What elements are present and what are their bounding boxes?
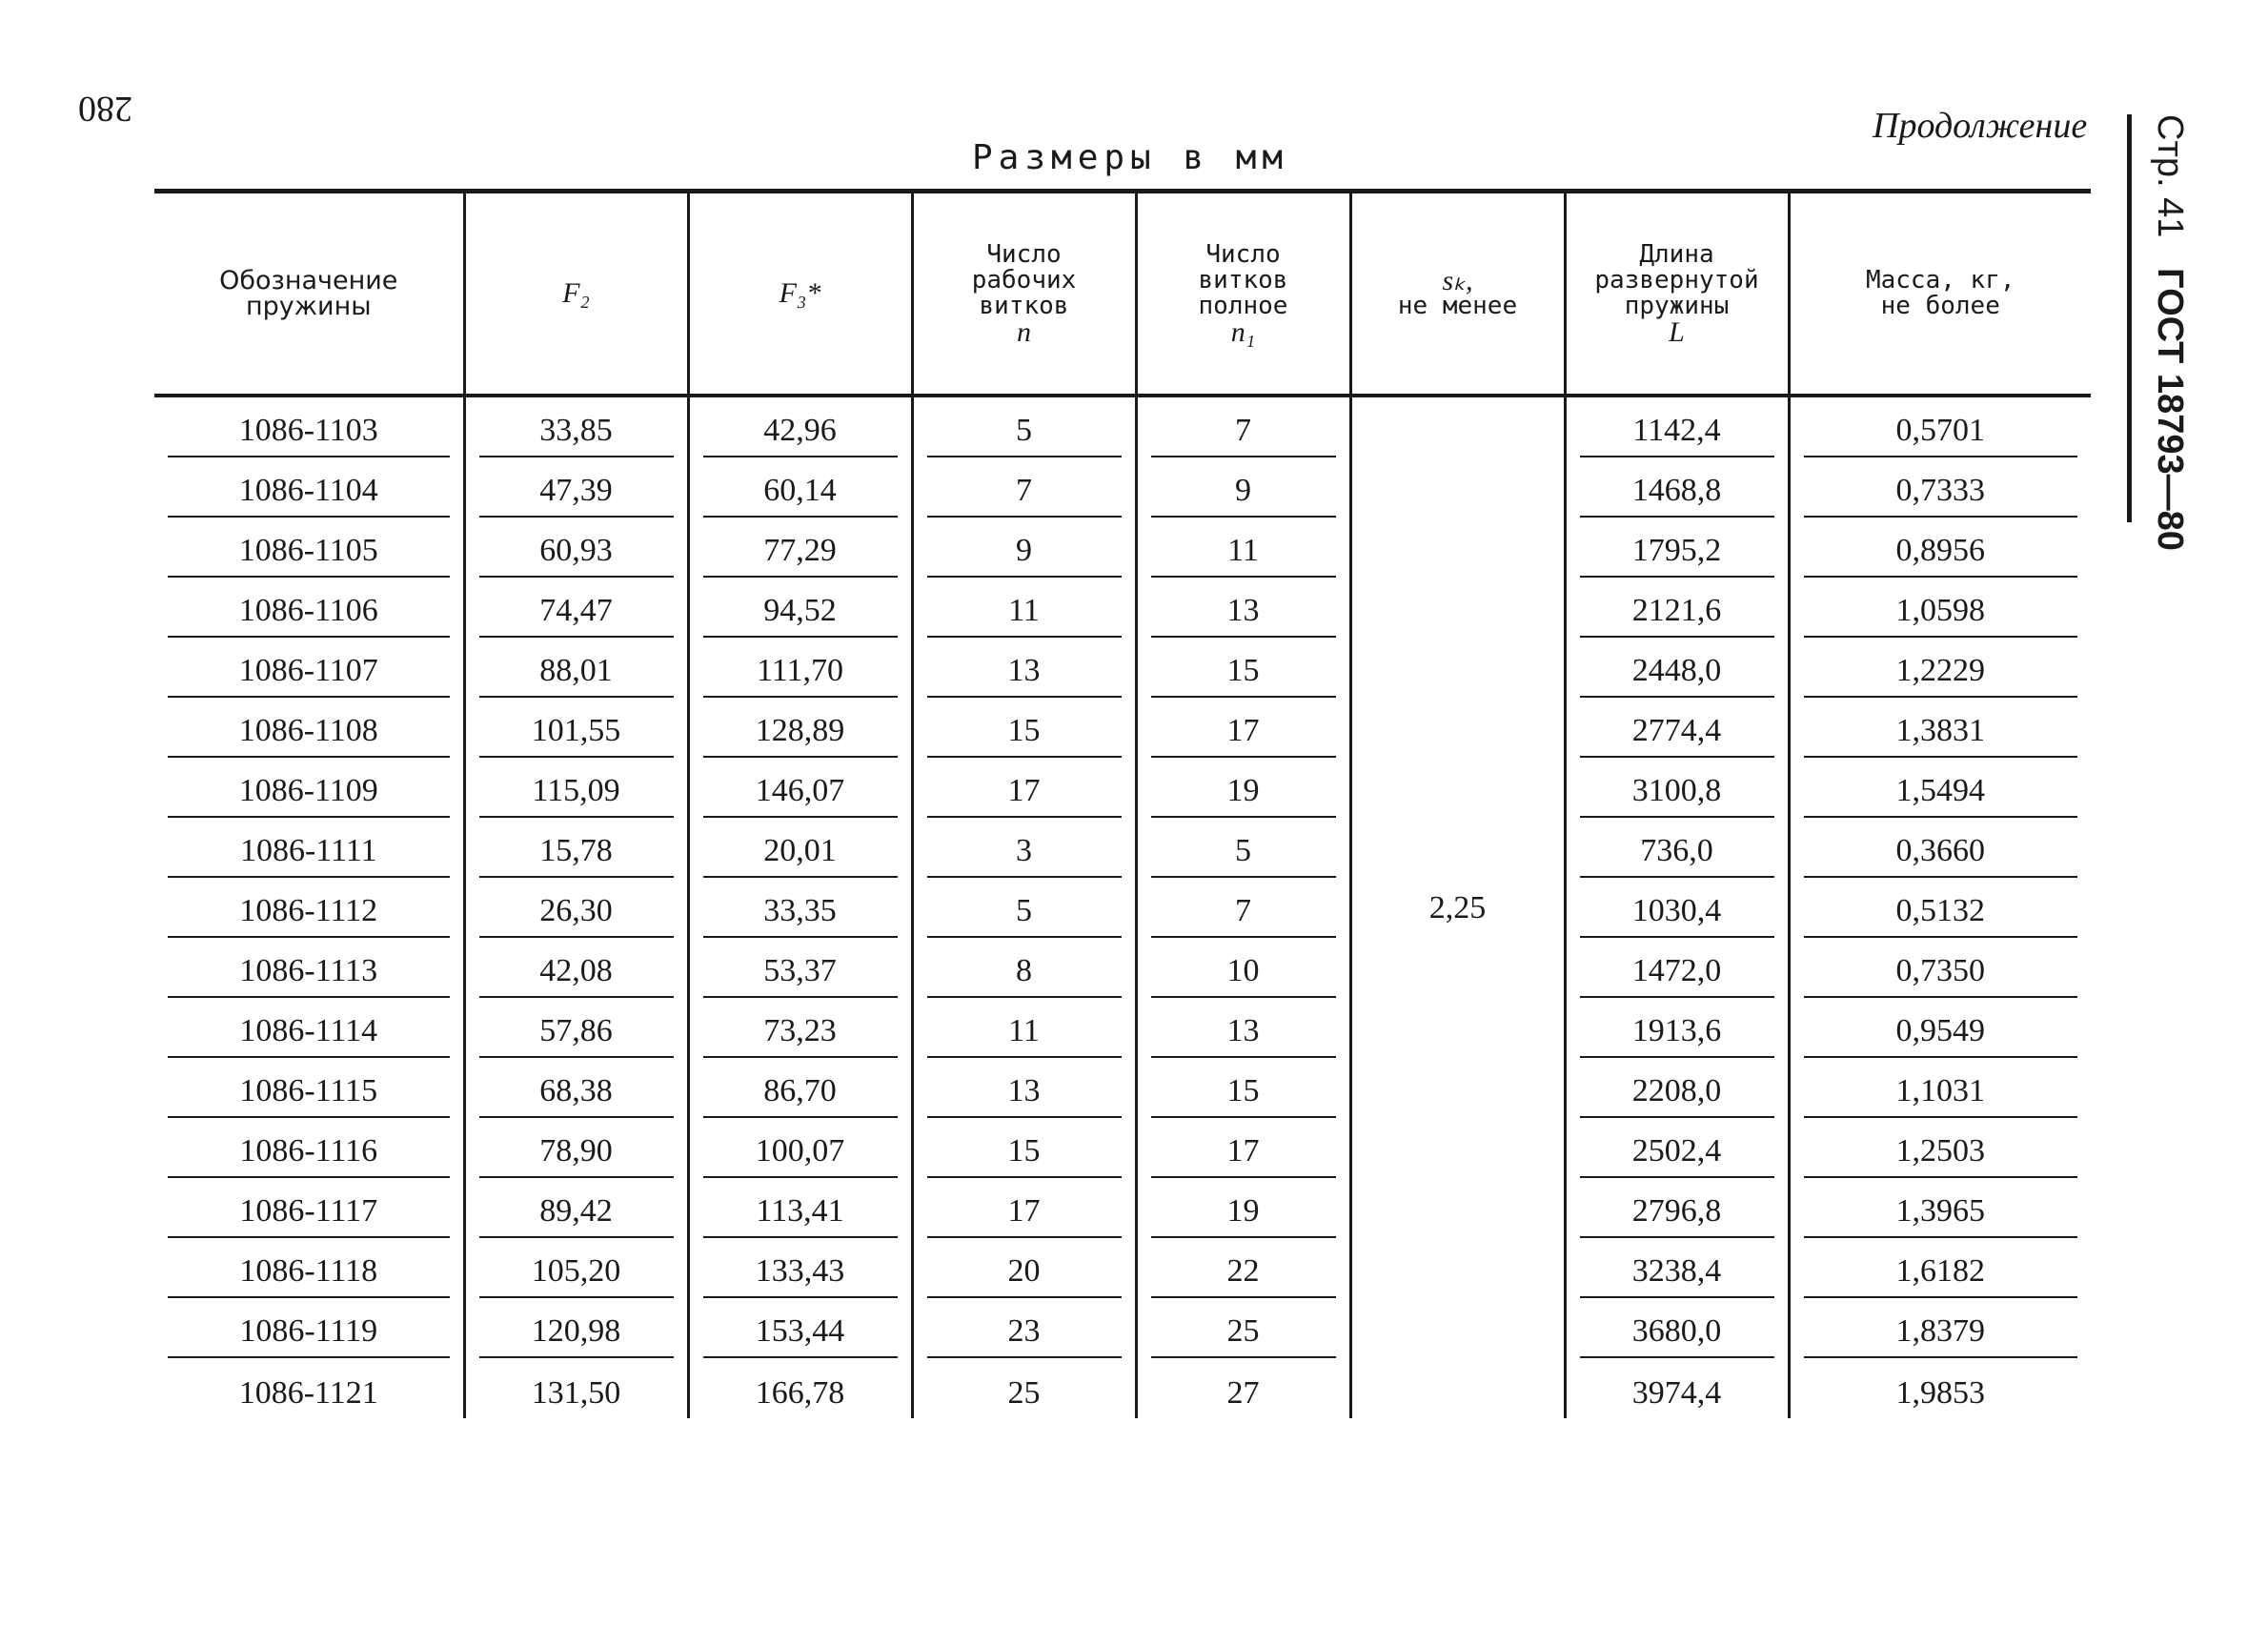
- header-length: Длина развернутой пружины L: [1565, 193, 1789, 396]
- cell-mass-container: [1789, 698, 2091, 758]
- cell-mass: 1,6182: [1804, 1252, 2078, 1298]
- cell-working-turns-container: [912, 518, 1136, 578]
- cell-length: 736,0: [1580, 832, 1774, 878]
- cell-working-turns: 25: [1007, 1375, 1041, 1411]
- cell-designation-container: [154, 1118, 464, 1178]
- cell-working-turns-container: [912, 1298, 1136, 1358]
- cell-working-turns: 13: [927, 652, 1122, 698]
- cell-total-turns-container: [1136, 396, 1350, 457]
- cell-length: 1142,4: [1580, 412, 1774, 457]
- cell-length-container: [1565, 1238, 1789, 1298]
- units-caption: Размеры в мм: [972, 138, 1289, 177]
- cell-working-turns: 9: [927, 532, 1122, 578]
- cell-f3-container: [688, 758, 912, 818]
- cell-length: 3680,0: [1580, 1312, 1774, 1358]
- cell-mass: 1,3831: [1804, 712, 2078, 758]
- side-header-rule: [2127, 114, 2132, 522]
- cell-f3: 60,14: [703, 472, 898, 518]
- cell-f2: 60,93: [479, 532, 674, 578]
- cell-mass-container: [1789, 1298, 2091, 1358]
- cell-f2-container: [464, 638, 688, 698]
- cell-designation: 1086-1117: [168, 1192, 450, 1238]
- cell-mass-container: [1789, 396, 2091, 457]
- header-designation: Обозначение пружины: [154, 193, 464, 396]
- cell-f2-container: [464, 1178, 688, 1238]
- header-row: [154, 193, 2091, 396]
- cell-f2: 120,98: [479, 1312, 674, 1358]
- cell-f3: 94,52: [703, 592, 898, 638]
- cell-f2: 101,55: [479, 712, 674, 758]
- cell-designation-container: [154, 1358, 464, 1418]
- cell-f2-container: [464, 818, 688, 878]
- cell-f2: 88,01: [479, 652, 674, 698]
- cell-designation-container: [154, 1298, 464, 1358]
- cell-working-turns-container: [912, 878, 1136, 938]
- cell-total-turns-container: [1136, 698, 1350, 758]
- cell-designation: 1086-1115: [168, 1072, 450, 1118]
- cell-f3-container: [688, 1178, 912, 1238]
- table-row: [154, 758, 2091, 818]
- cell-designation: 1086-1118: [168, 1252, 450, 1298]
- cell-length-container: [1565, 638, 1789, 698]
- cell-mass-container: [1789, 998, 2091, 1058]
- cell-length-container: [1565, 818, 1789, 878]
- cell-f3-container: [688, 578, 912, 638]
- cell-length-container: [1565, 1358, 1789, 1418]
- cell-working-turns: 17: [927, 1192, 1122, 1238]
- cell-total-turns: 13: [1151, 592, 1336, 638]
- cell-length: 2208,0: [1580, 1072, 1774, 1118]
- header-total-turns: Число витков полное n₁: [1136, 193, 1350, 396]
- cell-length-container: [1565, 878, 1789, 938]
- cell-mass: 1,2503: [1804, 1132, 2078, 1178]
- cell-total-turns-container: [1136, 578, 1350, 638]
- cell-length-container: [1565, 1298, 1789, 1358]
- table-row: [154, 518, 2091, 578]
- cell-length: 1913,6: [1580, 1012, 1774, 1058]
- cell-working-turns-container: [912, 698, 1136, 758]
- cell-length-container: [1565, 1178, 1789, 1238]
- cell-total-turns-container: [1136, 1118, 1350, 1178]
- cell-designation-container: [154, 698, 464, 758]
- cell-length-container: [1565, 758, 1789, 818]
- cell-designation: 1086-1103: [168, 412, 450, 457]
- page-ref: Стр. 41: [2150, 114, 2190, 238]
- cell-working-turns: 7: [927, 472, 1122, 518]
- cell-designation: 1086-1106: [168, 592, 450, 638]
- cell-f3-container: [688, 818, 912, 878]
- cell-designation: 1086-1104: [168, 472, 450, 518]
- cell-f2-container: [464, 457, 688, 518]
- cell-designation: 1086-1112: [168, 892, 450, 938]
- cell-designation: 1086-1109: [168, 772, 450, 818]
- cell-total-turns: 9: [1151, 472, 1336, 518]
- cell-f3-container: [688, 638, 912, 698]
- table-row: [154, 457, 2091, 518]
- table-row: [154, 1298, 2091, 1358]
- header-working-turns: Число рабочих витков n: [912, 193, 1136, 396]
- cell-working-turns-container: [912, 818, 1136, 878]
- cell-working-turns-container: [912, 396, 1136, 457]
- cell-working-turns-container: [912, 1118, 1136, 1178]
- table-row: [154, 1058, 2091, 1118]
- cell-f3-container: [688, 938, 912, 998]
- cell-working-turns: 17: [927, 772, 1122, 818]
- cell-total-turns-container: [1136, 878, 1350, 938]
- cell-f3: 77,29: [703, 532, 898, 578]
- cell-total-turns: 15: [1151, 1072, 1336, 1118]
- cell-working-turns-container: [912, 1178, 1136, 1238]
- cell-f3-container: [688, 396, 912, 457]
- cell-designation-container: [154, 396, 464, 457]
- cell-f3-container: [688, 1118, 912, 1178]
- cell-mass: 1,8379: [1804, 1312, 2078, 1358]
- cell-mass: 0,5132: [1804, 892, 2078, 938]
- table-row: [154, 698, 2091, 758]
- cell-total-turns-container: [1136, 1058, 1350, 1118]
- cell-length-container: [1565, 518, 1789, 578]
- cell-working-turns: 20: [927, 1252, 1122, 1298]
- cell-mass: 1,0598: [1804, 592, 2078, 638]
- cell-total-turns: 7: [1151, 892, 1336, 938]
- cell-total-turns: 15: [1151, 652, 1336, 698]
- standard-ref: ГОСТ 18793—80: [2150, 268, 2190, 551]
- cell-f3: 100,07: [703, 1132, 898, 1178]
- cell-total-turns: 7: [1151, 412, 1336, 457]
- cell-length: 1468,8: [1580, 472, 1774, 518]
- table-row: [154, 938, 2091, 998]
- cell-length-container: [1565, 938, 1789, 998]
- cell-working-turns-container: [912, 1238, 1136, 1298]
- side-header-text: [2149, 114, 2190, 551]
- cell-working-turns-container: [912, 1058, 1136, 1118]
- cell-designation: 1086-1121: [238, 1375, 378, 1411]
- cell-total-turns-container: [1136, 818, 1350, 878]
- cell-mass: 1,2229: [1804, 652, 2078, 698]
- table-row: [154, 578, 2091, 638]
- cell-working-turns: 23: [927, 1312, 1122, 1358]
- cell-mass-container: [1789, 1058, 2091, 1118]
- cell-length-container: [1565, 698, 1789, 758]
- cell-total-turns: 10: [1151, 952, 1336, 998]
- cell-mass: 1,3965: [1804, 1192, 2078, 1238]
- cell-mass-container: [1789, 1358, 2091, 1418]
- header-f3: F₃*: [688, 193, 912, 396]
- cell-designation: 1086-1107: [168, 652, 450, 698]
- cell-f2: 33,85: [479, 412, 674, 457]
- cell-sk-merged: 2,25: [1350, 396, 1565, 1418]
- cell-mass-container: [1789, 1118, 2091, 1178]
- cell-f3: 111,70: [703, 652, 898, 698]
- page-number: 280: [78, 89, 132, 129]
- cell-length: 1795,2: [1580, 532, 1774, 578]
- cell-designation-container: [154, 518, 464, 578]
- cell-mass: 0,9549: [1804, 1012, 2078, 1058]
- cell-total-turns-container: [1136, 1298, 1350, 1358]
- cell-designation-container: [154, 457, 464, 518]
- cell-length: 2448,0: [1580, 652, 1774, 698]
- cell-length-container: [1565, 1118, 1789, 1178]
- cell-designation-container: [154, 998, 464, 1058]
- cell-working-turns: 11: [927, 592, 1122, 638]
- cell-f2-container: [464, 396, 688, 457]
- cell-f3-container: [688, 1358, 912, 1418]
- cell-total-turns: 17: [1151, 712, 1336, 758]
- cell-f2: 57,86: [479, 1012, 674, 1058]
- table-row: [154, 1238, 2091, 1298]
- cell-length: 3238,4: [1580, 1252, 1774, 1298]
- table-body: [154, 396, 2091, 1418]
- header-f2: F₂: [464, 193, 688, 396]
- cell-designation: 1086-1119: [168, 1312, 450, 1358]
- cell-f2: 74,47: [479, 592, 674, 638]
- cell-length-container: [1565, 457, 1789, 518]
- cell-f3-container: [688, 998, 912, 1058]
- cell-total-turns-container: [1136, 638, 1350, 698]
- cell-working-turns: 15: [927, 1132, 1122, 1178]
- cell-total-turns: 27: [1226, 1375, 1260, 1411]
- cell-length-container: [1565, 578, 1789, 638]
- cell-f2: 131,50: [531, 1375, 621, 1411]
- cell-length: 3974,4: [1631, 1375, 1722, 1411]
- cell-mass-container: [1789, 818, 2091, 878]
- cell-total-turns-container: [1136, 998, 1350, 1058]
- cell-designation-container: [154, 1058, 464, 1118]
- cell-f2: 42,08: [479, 952, 674, 998]
- cell-f2-container: [464, 1118, 688, 1178]
- cell-mass-container: [1789, 758, 2091, 818]
- cell-designation-container: [154, 818, 464, 878]
- cell-f2-container: [464, 758, 688, 818]
- cell-f2: 105,20: [479, 1252, 674, 1298]
- cell-designation-container: [154, 1238, 464, 1298]
- cell-working-turns-container: [912, 758, 1136, 818]
- cell-working-turns: 15: [927, 712, 1122, 758]
- cell-length: 2796,8: [1580, 1192, 1774, 1238]
- cell-f2: 26,30: [479, 892, 674, 938]
- cell-f3: 146,07: [703, 772, 898, 818]
- cell-total-turns-container: [1136, 938, 1350, 998]
- cell-designation-container: [154, 878, 464, 938]
- cell-f3-container: [688, 698, 912, 758]
- cell-designation-container: [154, 638, 464, 698]
- cell-f3: 33,35: [703, 892, 898, 938]
- cell-total-turns: 13: [1151, 1012, 1336, 1058]
- cell-total-turns: 22: [1151, 1252, 1336, 1298]
- side-header: [2127, 114, 2194, 551]
- cell-f2-container: [464, 518, 688, 578]
- cell-total-turns-container: [1136, 518, 1350, 578]
- cell-f2: 78,90: [479, 1132, 674, 1178]
- cell-total-turns: 5: [1151, 832, 1336, 878]
- cell-designation-container: [154, 758, 464, 818]
- cell-total-turns-container: [1136, 1358, 1350, 1418]
- cell-mass-container: [1789, 1178, 2091, 1238]
- cell-mass: 1,5494: [1804, 772, 2078, 818]
- cell-f3: 133,43: [703, 1252, 898, 1298]
- cell-f3-container: [688, 878, 912, 938]
- cell-total-turns-container: [1136, 1238, 1350, 1298]
- cell-length: 2121,6: [1580, 592, 1774, 638]
- cell-designation: 1086-1113: [168, 952, 450, 998]
- table-row: [154, 998, 2091, 1058]
- cell-f2-container: [464, 938, 688, 998]
- cell-mass-container: [1789, 1238, 2091, 1298]
- cell-f2: 68,38: [479, 1072, 674, 1118]
- cell-designation: 1086-1111: [168, 832, 450, 878]
- table-row: [154, 818, 2091, 878]
- cell-length: 1472,0: [1580, 952, 1774, 998]
- cell-mass: 0,3660: [1804, 832, 2078, 878]
- cell-working-turns: 5: [927, 412, 1122, 457]
- table-row: [154, 1118, 2091, 1178]
- cell-designation-container: [154, 938, 464, 998]
- cell-f2-container: [464, 998, 688, 1058]
- cell-working-turns-container: [912, 578, 1136, 638]
- cell-mass: 0,8956: [1804, 532, 2078, 578]
- cell-f2-container: [464, 878, 688, 938]
- cell-designation: 1086-1114: [168, 1012, 450, 1058]
- cell-mass: 1,9853: [1895, 1375, 1985, 1411]
- table-row: [154, 1178, 2091, 1238]
- cell-mass: 0,5701: [1804, 412, 2078, 457]
- cell-total-turns-container: [1136, 1178, 1350, 1238]
- header-mass: Масса, кг, не более: [1789, 193, 2091, 396]
- cell-working-turns: 8: [927, 952, 1122, 998]
- cell-f2: 89,42: [479, 1192, 674, 1238]
- cell-f3-container: [688, 1238, 912, 1298]
- cell-mass-container: [1789, 457, 2091, 518]
- table-row: [154, 1358, 2091, 1418]
- cell-f3: 166,78: [755, 1375, 845, 1411]
- cell-mass-container: [1789, 518, 2091, 578]
- cell-working-turns-container: [912, 998, 1136, 1058]
- cell-length-container: [1565, 396, 1789, 457]
- cell-f3: 42,96: [703, 412, 898, 457]
- cell-f3: 20,01: [703, 832, 898, 878]
- cell-mass-container: [1789, 878, 2091, 938]
- cell-f3-container: [688, 1058, 912, 1118]
- cell-f3-container: [688, 457, 912, 518]
- cell-working-turns-container: [912, 638, 1136, 698]
- cell-f3: 53,37: [703, 952, 898, 998]
- cell-working-turns-container: [912, 1358, 1136, 1418]
- cell-f3-container: [688, 1298, 912, 1358]
- cell-working-turns-container: [912, 938, 1136, 998]
- cell-length: 2774,4: [1580, 712, 1774, 758]
- cell-working-turns: 13: [927, 1072, 1122, 1118]
- cell-f2-container: [464, 1358, 688, 1418]
- cell-f2-container: [464, 1238, 688, 1298]
- cell-f3: 128,89: [703, 712, 898, 758]
- cell-length-container: [1565, 998, 1789, 1058]
- cell-length: 3100,8: [1580, 772, 1774, 818]
- table-row: [154, 396, 2091, 457]
- cell-working-turns-container: [912, 457, 1136, 518]
- cell-designation-container: [154, 1178, 464, 1238]
- cell-f2-container: [464, 1058, 688, 1118]
- cell-total-turns: 19: [1151, 772, 1336, 818]
- cell-working-turns: 11: [927, 1012, 1122, 1058]
- header-sk: sₖ, не менее: [1350, 193, 1565, 396]
- cell-mass: 1,1031: [1804, 1072, 2078, 1118]
- cell-total-turns: 19: [1151, 1192, 1336, 1238]
- spring-table-container: [154, 189, 2091, 1418]
- cell-total-turns: 25: [1151, 1312, 1336, 1358]
- cell-mass-container: [1789, 578, 2091, 638]
- cell-total-turns: 11: [1151, 532, 1336, 578]
- cell-f2-container: [464, 578, 688, 638]
- cell-mass: 0,7333: [1804, 472, 2078, 518]
- cell-mass: 0,7350: [1804, 952, 2078, 998]
- cell-f3-container: [688, 518, 912, 578]
- cell-f3: 86,70: [703, 1072, 898, 1118]
- cell-total-turns-container: [1136, 758, 1350, 818]
- cell-f3: 153,44: [703, 1312, 898, 1358]
- cell-designation-container: [154, 578, 464, 638]
- cell-length-container: [1565, 1058, 1789, 1118]
- cell-working-turns: 5: [927, 892, 1122, 938]
- cell-length: 2502,4: [1580, 1132, 1774, 1178]
- cell-total-turns: 17: [1151, 1132, 1336, 1178]
- cell-f2-container: [464, 1298, 688, 1358]
- cell-designation: 1086-1105: [168, 532, 450, 578]
- cell-designation: 1086-1108: [168, 712, 450, 758]
- cell-designation: 1086-1116: [168, 1132, 450, 1178]
- table-row: [154, 878, 2091, 938]
- cell-mass-container: [1789, 638, 2091, 698]
- cell-f2: 15,78: [479, 832, 674, 878]
- cell-f2: 115,09: [479, 772, 674, 818]
- cell-total-turns-container: [1136, 457, 1350, 518]
- cell-f3: 73,23: [703, 1012, 898, 1058]
- cell-f2-container: [464, 698, 688, 758]
- spring-table: [154, 193, 2091, 1418]
- cell-mass-container: [1789, 938, 2091, 998]
- table-row: [154, 638, 2091, 698]
- cell-working-turns: 3: [927, 832, 1122, 878]
- continuation-label: Продолжение: [1873, 106, 2088, 146]
- cell-f2: 47,39: [479, 472, 674, 518]
- cell-f3: 113,41: [703, 1192, 898, 1238]
- cell-length: 1030,4: [1580, 892, 1774, 938]
